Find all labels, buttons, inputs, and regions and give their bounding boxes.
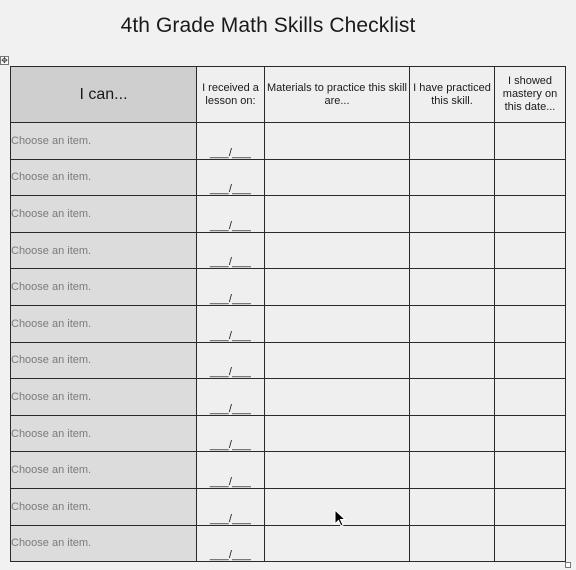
practiced-cell[interactable] — [410, 196, 495, 233]
table-row — [11, 232, 566, 269]
skill-dropdown[interactable]: Choose an item. — [11, 159, 197, 196]
header-row — [11, 67, 566, 123]
mastery-date-cell[interactable] — [495, 232, 566, 269]
skill-dropdown[interactable]: Choose an item. — [11, 269, 197, 306]
mastery-date-cell[interactable] — [495, 452, 566, 489]
skill-dropdown[interactable]: Choose an item. — [11, 525, 197, 562]
lesson-date-field[interactable]: ___/___ — [197, 525, 265, 562]
mouse-pointer-icon — [334, 509, 346, 527]
lesson-date-field[interactable]: ___/___ — [197, 159, 265, 196]
lesson-date-field[interactable]: ___/___ — [197, 123, 265, 160]
practiced-cell[interactable] — [410, 488, 495, 525]
practiced-cell[interactable] — [410, 305, 495, 342]
practiced-cell[interactable] — [410, 525, 495, 562]
table-move-icon[interactable]: ✥ — [1, 56, 8, 65]
lesson-date-field[interactable]: ___/___ — [197, 232, 265, 269]
table-row — [11, 415, 566, 452]
materials-cell[interactable] — [265, 342, 410, 379]
practiced-cell[interactable] — [410, 415, 495, 452]
header-lesson: I received a lesson on: — [197, 67, 265, 123]
mastery-date-cell[interactable] — [495, 196, 566, 233]
header-practiced: I have practiced this skill. — [410, 67, 495, 123]
table-row — [11, 379, 566, 416]
practiced-cell[interactable] — [410, 452, 495, 489]
mastery-date-cell[interactable] — [495, 269, 566, 306]
table-row — [11, 305, 566, 342]
table-row — [11, 196, 566, 233]
mastery-date-cell[interactable] — [495, 525, 566, 562]
skill-dropdown[interactable]: Choose an item. — [11, 379, 197, 416]
mastery-date-cell[interactable] — [495, 379, 566, 416]
mastery-date-cell[interactable] — [495, 342, 566, 379]
header-mastery: I showed mastery on this date... — [495, 67, 566, 123]
lesson-date-field[interactable]: ___/___ — [197, 379, 265, 416]
practiced-cell[interactable] — [410, 342, 495, 379]
practiced-cell[interactable] — [410, 379, 495, 416]
skill-dropdown[interactable]: Choose an item. — [11, 415, 197, 452]
lesson-date-field[interactable]: ___/___ — [197, 488, 265, 525]
table-row — [11, 342, 566, 379]
table-resize-icon[interactable] — [565, 562, 571, 568]
materials-cell[interactable] — [265, 159, 410, 196]
materials-cell[interactable] — [265, 415, 410, 452]
materials-cell[interactable] — [265, 196, 410, 233]
mastery-date-cell[interactable] — [495, 123, 566, 160]
document-title: 4th Grade Math Skills Checklist — [120, 14, 416, 37]
materials-cell[interactable] — [265, 452, 410, 489]
skill-dropdown[interactable]: Choose an item. — [11, 452, 197, 489]
skill-dropdown[interactable]: Choose an item. — [11, 342, 197, 379]
materials-cell[interactable] — [265, 123, 410, 160]
mastery-date-cell[interactable] — [495, 488, 566, 525]
table-row — [11, 269, 566, 306]
table-row — [11, 159, 566, 196]
practiced-cell[interactable] — [410, 269, 495, 306]
skill-dropdown[interactable]: Choose an item. — [11, 488, 197, 525]
lesson-date-field[interactable]: ___/___ — [197, 305, 265, 342]
lesson-date-field[interactable]: ___/___ — [197, 342, 265, 379]
skill-dropdown[interactable]: Choose an item. — [11, 232, 197, 269]
mastery-date-cell[interactable] — [495, 415, 566, 452]
table-row — [11, 488, 566, 525]
skill-dropdown[interactable]: Choose an item. — [11, 196, 197, 233]
practiced-cell[interactable] — [410, 123, 495, 160]
materials-cell[interactable] — [265, 232, 410, 269]
materials-cell[interactable] — [265, 305, 410, 342]
practiced-cell[interactable] — [410, 232, 495, 269]
header-i-can: I can... — [11, 67, 197, 123]
mastery-date-cell[interactable] — [495, 159, 566, 196]
table-row — [11, 452, 566, 489]
lesson-date-field[interactable]: ___/___ — [197, 196, 265, 233]
materials-cell[interactable] — [265, 379, 410, 416]
skills-checklist-table — [10, 66, 566, 562]
table-row — [11, 123, 566, 160]
header-materials: Materials to practice this skill are... — [265, 67, 410, 123]
mastery-date-cell[interactable] — [495, 305, 566, 342]
practiced-cell[interactable] — [410, 159, 495, 196]
skill-dropdown[interactable]: Choose an item. — [11, 305, 197, 342]
skill-dropdown[interactable]: Choose an item. — [11, 123, 197, 160]
materials-cell[interactable] — [265, 269, 410, 306]
lesson-date-field[interactable]: ___/___ — [197, 269, 265, 306]
lesson-date-field[interactable]: ___/___ — [197, 415, 265, 452]
lesson-date-field[interactable]: ___/___ — [197, 452, 265, 489]
table-row — [11, 525, 566, 562]
materials-cell[interactable] — [265, 525, 410, 562]
